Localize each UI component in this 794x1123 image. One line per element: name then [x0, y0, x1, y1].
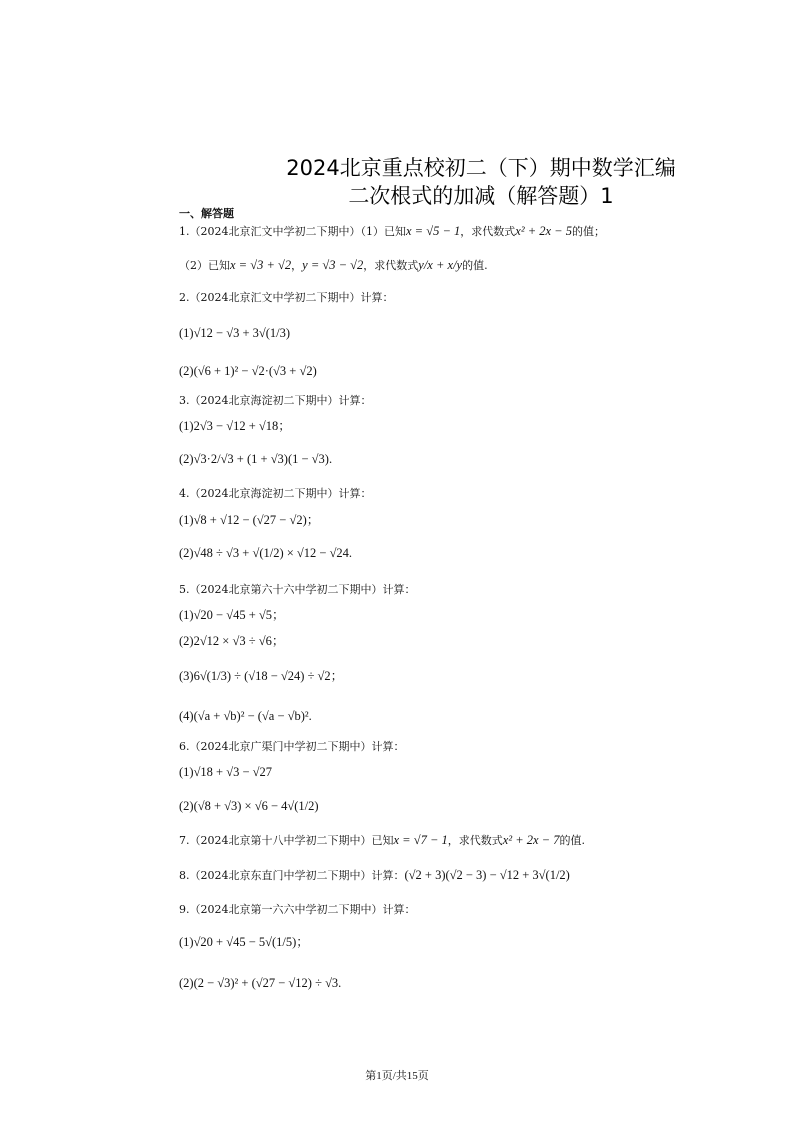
question-9: 9.（2024北京第一六六中学初二下期中）计算： [179, 903, 416, 916]
question-6: 6.（2024北京广渠门中学初二下期中）计算： [179, 740, 405, 753]
question-8 [179, 868, 570, 883]
q1-prefix: 1.（2024北京汇文中学初二下期中）（1）已知 [179, 225, 406, 238]
question-4: 4.（2024北京海淀初二下期中）计算： [179, 487, 372, 500]
q3-part-2: (2)√3·2/√3 + (1 + √3)(1 − √3). [179, 452, 333, 466]
q5-part-3: (3)6√(1/3) ÷ (√18 − √24) ÷ √2； [179, 669, 344, 683]
q1-p2-y: y = √3 − √2 [302, 258, 364, 272]
question-7 [179, 833, 585, 848]
q1-end: 的值； [572, 225, 605, 238]
question-5: 5.（2024北京第六十六中学初二下期中）计算： [179, 583, 416, 596]
q1-p2-expression: y/x + x/y [418, 258, 463, 272]
q2-part-2: (2)(√6 + 1)² − √2·(√3 + √2) [179, 364, 317, 378]
page-number: 第1页/共15页 [365, 1070, 429, 1082]
question-1-part-2 [179, 258, 488, 273]
q5-part-4: (4)(√a + √b)² − (√a − √b)². [179, 709, 312, 723]
q9-part-1: (1)√20 + √45 − 5√(1/5)； [179, 935, 309, 949]
section-heading: 一、解答题 [179, 207, 234, 220]
q7-expression: x² + 2x − 7 [502, 833, 560, 847]
page-title: 2024北京重点校初二（下）期中数学汇编 [286, 156, 676, 180]
q7-text: ，求代数式 [447, 834, 503, 847]
question-1 [179, 224, 605, 239]
q1-p2-x: x = √3 + √2 [230, 258, 292, 272]
q1-p2-end: 的值. [462, 259, 488, 272]
q7-condition: x = √7 − 1 [393, 833, 448, 847]
question-2: 2.（2024北京汇文中学初二下期中）计算： [179, 291, 394, 304]
page-subtitle: 二次根式的加减（解答题）1 [348, 184, 614, 208]
q4-part-2: (2)√48 ÷ √3 + √(1/2) × √12 − √24. [179, 546, 353, 560]
q6-part-1: (1)√18 + √3 − √27 [179, 765, 273, 779]
q2-part-1: (1)√12 − √3 + 3√(1/3) [179, 326, 291, 340]
q8-expression: (√2 + 3)(√2 − 3) − √12 + 3√(1/2) [404, 868, 570, 882]
q5-part-1: (1)√20 − √45 + √5； [179, 608, 285, 622]
q9-part-2: (2)(2 − √3)² + (√27 − √12) ÷ √3. [179, 976, 342, 990]
q1-text: ，求代数式 [460, 225, 516, 238]
q4-part-1: (1)√8 + √12 − (√27 − √2)； [179, 513, 320, 527]
q1-expression: x² + 2x − 5 [515, 224, 572, 238]
q8-prefix: 8.（2024北京东直门中学初二下期中）计算： [179, 869, 405, 882]
q1-condition: x = √5 − 1 [406, 224, 461, 238]
q3-part-1: (1)2√3 − √12 + √18； [179, 419, 291, 433]
q1-p2-mid: ，求代数式 [363, 259, 419, 272]
question-3: 3.（2024北京海淀初二下期中）计算： [179, 394, 372, 407]
q1-p2-sep: ， [291, 259, 303, 272]
q7-prefix: 7.（2024北京第十八中学初二下期中）已知 [179, 834, 394, 847]
q7-end: 的值. [559, 834, 585, 847]
q1-p2-prefix: （2）已知 [179, 259, 230, 272]
q6-part-2: (2)(√8 + √3) × √6 − 4√(1/2) [179, 799, 319, 813]
q5-part-2: (2)2√12 × √3 ÷ √6； [179, 634, 285, 648]
